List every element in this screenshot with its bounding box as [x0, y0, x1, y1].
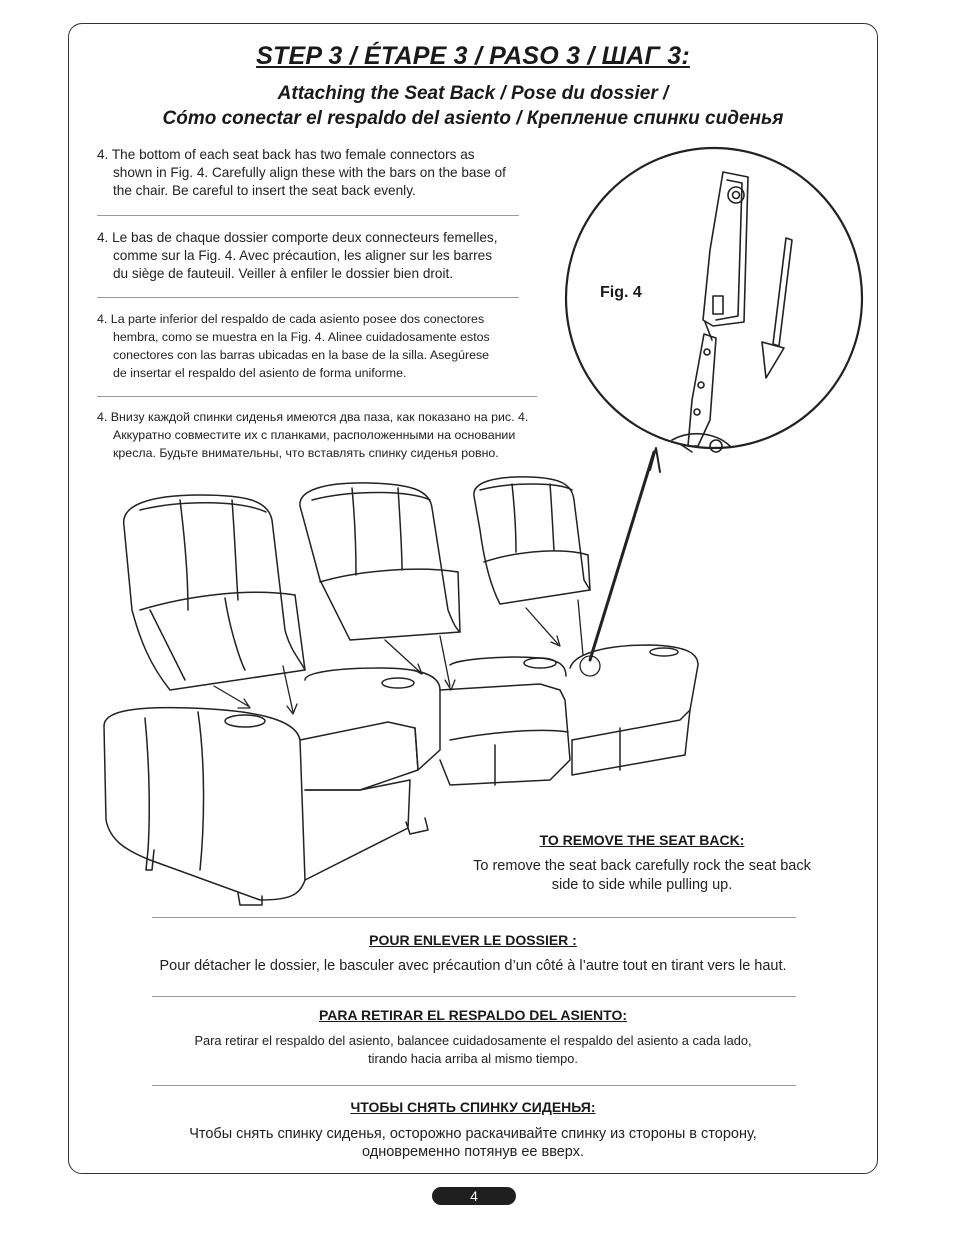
down-arrow-icon	[762, 238, 792, 378]
remove-text-english: To remove the seat back carefully rock the seat back side to side while pulling up.	[473, 858, 811, 893]
detail-circle	[566, 148, 862, 448]
subtitle-line-2: Cómo conectar el respaldo del asiento / Крепление спинки сиденья	[162, 108, 784, 129]
remove-heading-french: POUR ENLEVER LE DOSSIER :	[369, 932, 577, 948]
divider	[152, 996, 796, 997]
instruction-english: 4. The bottom of each seat back has two female connectors as shown in Fig. 4. Carefully align these with the bars on the base of the chair. Be careful to insert the seat back evenly.	[97, 147, 506, 198]
remove-text-spanish: Para retirar el respaldo del asiento, balancee cuidadosamente el respaldo del asiento a cada lado, tirando hacia arriba al mismo tiempo.	[194, 1033, 752, 1066]
step-title: STEP 3 / ÉTAPE 3 / PASO 3 / ШАГ 3:	[256, 42, 690, 70]
base-bar	[672, 334, 730, 452]
divider	[152, 917, 796, 918]
seat-back-connector	[703, 172, 748, 340]
divider	[152, 1085, 796, 1086]
figure-label: Fig. 4	[600, 284, 642, 301]
remove-heading-english: TO REMOVE THE SEAT BACK:	[539, 832, 745, 848]
remove-text-russian: Чтобы снять спинку сиденья, осторожно раскачивайте спинку из стороны в сторону, одновременно потянув ее вверх.	[189, 1126, 757, 1160]
page-number-badge: 4	[432, 1187, 516, 1205]
instruction-russian: 4. Внизу каждой спинки сиденья имеются два паза, как показано на рис. 4. Аккуратно совместите их с планками, расположенными на основании кресла. Будьте внимательны, что вставлять спинку сиденья ровно.	[97, 410, 529, 460]
subtitle-line-1: Attaching the Seat Back / Pose du dossier /	[277, 83, 669, 104]
remove-heading-russian: ЧТОБЫ СНЯТЬ СПИНКУ СИДЕНЬЯ:	[350, 1099, 596, 1115]
instruction-spanish: 4. La parte inferior del respaldo de cada asiento posee dos conectores hembra, como se muestra en la Fig. 4. Alinee cuidadosamente estos conectores con las barras ubicadas en la base de la silla. Asegúrese de insertar el respaldo del asiento de forma uniforme.	[97, 312, 490, 380]
instruction-french: 4. Le bas de chaque dossier comporte deux connecteurs femelles, comme sur la Fig. 4. Avec précaution, les aligner sur les barres du siège de fauteuil. Veiller à enfiler le dossier bien droit.	[97, 230, 498, 281]
remove-heading-spanish: PARA RETIRAR EL RESPALDO DEL ASIENTO:	[318, 1007, 628, 1023]
remove-text-french: Pour détacher le dossier, le basculer avec précaution d’un côté à l’autre tout en tirant vers le haut.	[159, 958, 787, 974]
